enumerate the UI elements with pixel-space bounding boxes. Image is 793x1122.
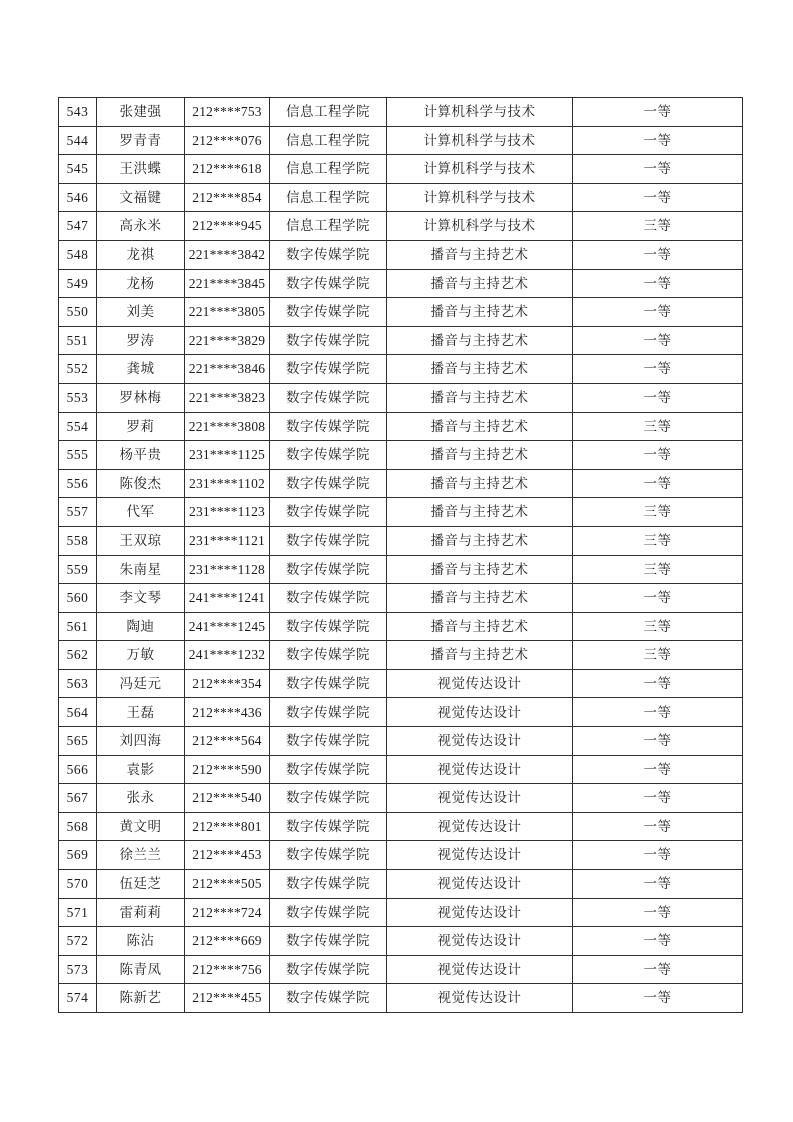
cell-major: 视觉传达设计 xyxy=(387,669,573,698)
cell-college: 数字传媒学院 xyxy=(270,727,387,756)
cell-award: 三等 xyxy=(573,412,743,441)
table-row xyxy=(59,240,743,269)
cell-name: 罗青青 xyxy=(97,126,185,155)
cell-student-id: 221****3829 xyxy=(185,326,270,355)
cell-major: 播音与主持艺术 xyxy=(387,326,573,355)
cell-award: 三等 xyxy=(573,498,743,527)
cell-no: 568 xyxy=(59,812,97,841)
cell-major: 计算机科学与技术 xyxy=(387,212,573,241)
cell-name: 罗莉 xyxy=(97,412,185,441)
cell-college: 数字传媒学院 xyxy=(270,698,387,727)
cell-name: 王洪蝶 xyxy=(97,155,185,184)
table-row xyxy=(59,727,743,756)
cell-student-id: 212****618 xyxy=(185,155,270,184)
table-row xyxy=(59,898,743,927)
cell-student-id: 212****724 xyxy=(185,898,270,927)
cell-college: 数字传媒学院 xyxy=(270,755,387,784)
cell-college: 数字传媒学院 xyxy=(270,298,387,327)
cell-award: 三等 xyxy=(573,641,743,670)
cell-name: 徐兰兰 xyxy=(97,841,185,870)
table-row xyxy=(59,955,743,984)
cell-no: 572 xyxy=(59,927,97,956)
cell-award: 三等 xyxy=(573,212,743,241)
cell-major: 播音与主持艺术 xyxy=(387,526,573,555)
cell-award: 一等 xyxy=(573,927,743,956)
cell-major: 视觉传达设计 xyxy=(387,927,573,956)
cell-college: 数字传媒学院 xyxy=(270,898,387,927)
cell-award: 三等 xyxy=(573,612,743,641)
cell-award: 一等 xyxy=(573,755,743,784)
cell-name: 伍廷芝 xyxy=(97,870,185,899)
cell-college: 数字传媒学院 xyxy=(270,812,387,841)
cell-no: 571 xyxy=(59,898,97,927)
cell-college: 数字传媒学院 xyxy=(270,784,387,813)
cell-student-id: 212****453 xyxy=(185,841,270,870)
cell-name: 刘四海 xyxy=(97,727,185,756)
cell-no: 552 xyxy=(59,355,97,384)
cell-award: 一等 xyxy=(573,955,743,984)
cell-award: 一等 xyxy=(573,584,743,613)
cell-no: 566 xyxy=(59,755,97,784)
table-row xyxy=(59,412,743,441)
cell-award: 一等 xyxy=(573,240,743,269)
cell-student-id: 212****564 xyxy=(185,727,270,756)
cell-award: 一等 xyxy=(573,784,743,813)
cell-no: 547 xyxy=(59,212,97,241)
cell-college: 数字传媒学院 xyxy=(270,240,387,269)
cell-major: 视觉传达设计 xyxy=(387,841,573,870)
table-row xyxy=(59,526,743,555)
cell-major: 视觉传达设计 xyxy=(387,698,573,727)
cell-student-id: 212****505 xyxy=(185,870,270,899)
table-row xyxy=(59,584,743,613)
table-row xyxy=(59,98,743,127)
cell-no: 558 xyxy=(59,526,97,555)
cell-major: 视觉传达设计 xyxy=(387,812,573,841)
cell-award: 一等 xyxy=(573,269,743,298)
table-row xyxy=(59,669,743,698)
cell-major: 播音与主持艺术 xyxy=(387,298,573,327)
cell-student-id: 221****3845 xyxy=(185,269,270,298)
table-row xyxy=(59,984,743,1013)
table-row xyxy=(59,755,743,784)
cell-college: 数字传媒学院 xyxy=(270,526,387,555)
cell-major: 计算机科学与技术 xyxy=(387,98,573,127)
cell-name: 冯廷元 xyxy=(97,669,185,698)
cell-major: 播音与主持艺术 xyxy=(387,612,573,641)
table-row xyxy=(59,469,743,498)
cell-college: 信息工程学院 xyxy=(270,212,387,241)
awards-table-body xyxy=(59,98,743,1013)
cell-student-id: 231****1121 xyxy=(185,526,270,555)
cell-major: 视觉传达设计 xyxy=(387,955,573,984)
cell-no: 573 xyxy=(59,955,97,984)
cell-name: 张永 xyxy=(97,784,185,813)
cell-college: 数字传媒学院 xyxy=(270,669,387,698)
table-row xyxy=(59,326,743,355)
cell-major: 播音与主持艺术 xyxy=(387,240,573,269)
cell-award: 一等 xyxy=(573,812,743,841)
cell-student-id: 231****1128 xyxy=(185,555,270,584)
cell-no: 551 xyxy=(59,326,97,355)
cell-student-id: 231****1102 xyxy=(185,469,270,498)
table-row xyxy=(59,870,743,899)
cell-award: 一等 xyxy=(573,698,743,727)
table-row xyxy=(59,641,743,670)
table-row xyxy=(59,841,743,870)
table-row xyxy=(59,355,743,384)
cell-name: 黄文明 xyxy=(97,812,185,841)
cell-student-id: 212****436 xyxy=(185,698,270,727)
table-row xyxy=(59,812,743,841)
cell-student-id: 212****540 xyxy=(185,784,270,813)
cell-student-id: 212****354 xyxy=(185,669,270,698)
cell-major: 视觉传达设计 xyxy=(387,727,573,756)
cell-student-id: 221****3842 xyxy=(185,240,270,269)
cell-no: 574 xyxy=(59,984,97,1013)
cell-college: 数字传媒学院 xyxy=(270,469,387,498)
table-row xyxy=(59,441,743,470)
cell-major: 视觉传达设计 xyxy=(387,898,573,927)
cell-award: 一等 xyxy=(573,126,743,155)
cell-major: 视觉传达设计 xyxy=(387,784,573,813)
cell-major: 播音与主持艺术 xyxy=(387,383,573,412)
table-row xyxy=(59,498,743,527)
cell-student-id: 221****3823 xyxy=(185,383,270,412)
cell-student-id: 241****1232 xyxy=(185,641,270,670)
cell-name: 文福键 xyxy=(97,183,185,212)
cell-student-id: 221****3808 xyxy=(185,412,270,441)
cell-student-id: 241****1241 xyxy=(185,584,270,613)
cell-name: 龙杨 xyxy=(97,269,185,298)
cell-no: 565 xyxy=(59,727,97,756)
cell-name: 刘美 xyxy=(97,298,185,327)
cell-no: 567 xyxy=(59,784,97,813)
cell-name: 王磊 xyxy=(97,698,185,727)
cell-name: 龚城 xyxy=(97,355,185,384)
cell-college: 数字传媒学院 xyxy=(270,841,387,870)
cell-major: 播音与主持艺术 xyxy=(387,469,573,498)
table-row xyxy=(59,698,743,727)
cell-name: 高永米 xyxy=(97,212,185,241)
cell-student-id: 212****669 xyxy=(185,927,270,956)
cell-major: 播音与主持艺术 xyxy=(387,641,573,670)
cell-college: 数字传媒学院 xyxy=(270,927,387,956)
cell-name: 袁影 xyxy=(97,755,185,784)
cell-college: 数字传媒学院 xyxy=(270,412,387,441)
cell-no: 570 xyxy=(59,870,97,899)
cell-name: 陈俊杰 xyxy=(97,469,185,498)
table-row xyxy=(59,927,743,956)
cell-name: 代军 xyxy=(97,498,185,527)
cell-no: 569 xyxy=(59,841,97,870)
cell-college: 数字传媒学院 xyxy=(270,870,387,899)
table-row xyxy=(59,269,743,298)
cell-name: 万敏 xyxy=(97,641,185,670)
table-row xyxy=(59,784,743,813)
cell-college: 信息工程学院 xyxy=(270,155,387,184)
cell-name: 陶迪 xyxy=(97,612,185,641)
cell-no: 555 xyxy=(59,441,97,470)
cell-no: 557 xyxy=(59,498,97,527)
cell-award: 一等 xyxy=(573,355,743,384)
cell-name: 雷莉莉 xyxy=(97,898,185,927)
cell-major: 视觉传达设计 xyxy=(387,755,573,784)
cell-name: 龙祺 xyxy=(97,240,185,269)
cell-name: 王双琼 xyxy=(97,526,185,555)
table-row xyxy=(59,155,743,184)
cell-no: 554 xyxy=(59,412,97,441)
cell-college: 数字传媒学院 xyxy=(270,498,387,527)
cell-student-id: 212****753 xyxy=(185,98,270,127)
cell-student-id: 212****455 xyxy=(185,984,270,1013)
cell-student-id: 221****3805 xyxy=(185,298,270,327)
cell-name: 李文琴 xyxy=(97,584,185,613)
cell-award: 一等 xyxy=(573,183,743,212)
cell-major: 计算机科学与技术 xyxy=(387,126,573,155)
cell-major: 播音与主持艺术 xyxy=(387,555,573,584)
cell-major: 播音与主持艺术 xyxy=(387,584,573,613)
cell-college: 信息工程学院 xyxy=(270,183,387,212)
cell-award: 一等 xyxy=(573,469,743,498)
cell-name: 杨平贵 xyxy=(97,441,185,470)
cell-no: 550 xyxy=(59,298,97,327)
cell-no: 545 xyxy=(59,155,97,184)
cell-college: 数字传媒学院 xyxy=(270,441,387,470)
cell-award: 三等 xyxy=(573,555,743,584)
cell-student-id: 241****1245 xyxy=(185,612,270,641)
awards-table xyxy=(58,97,743,1013)
cell-award: 一等 xyxy=(573,727,743,756)
cell-no: 561 xyxy=(59,612,97,641)
cell-award: 一等 xyxy=(573,841,743,870)
cell-no: 562 xyxy=(59,641,97,670)
cell-major: 播音与主持艺术 xyxy=(387,498,573,527)
table-row xyxy=(59,212,743,241)
cell-award: 一等 xyxy=(573,870,743,899)
table-row xyxy=(59,183,743,212)
cell-college: 信息工程学院 xyxy=(270,126,387,155)
cell-award: 一等 xyxy=(573,898,743,927)
cell-college: 数字传媒学院 xyxy=(270,355,387,384)
cell-no: 543 xyxy=(59,98,97,127)
cell-college: 数字传媒学院 xyxy=(270,641,387,670)
cell-student-id: 231****1125 xyxy=(185,441,270,470)
cell-award: 一等 xyxy=(573,98,743,127)
cell-name: 张建强 xyxy=(97,98,185,127)
cell-no: 560 xyxy=(59,584,97,613)
cell-no: 563 xyxy=(59,669,97,698)
cell-name: 陈青凤 xyxy=(97,955,185,984)
cell-award: 一等 xyxy=(573,383,743,412)
cell-award: 一等 xyxy=(573,669,743,698)
cell-no: 564 xyxy=(59,698,97,727)
cell-student-id: 212****945 xyxy=(185,212,270,241)
cell-student-id: 212****756 xyxy=(185,955,270,984)
cell-student-id: 212****854 xyxy=(185,183,270,212)
cell-award: 一等 xyxy=(573,155,743,184)
cell-award: 一等 xyxy=(573,298,743,327)
cell-award: 一等 xyxy=(573,984,743,1013)
table-row xyxy=(59,298,743,327)
cell-name: 陈沾 xyxy=(97,927,185,956)
cell-college: 数字传媒学院 xyxy=(270,612,387,641)
cell-college: 数字传媒学院 xyxy=(270,584,387,613)
cell-no: 559 xyxy=(59,555,97,584)
cell-no: 546 xyxy=(59,183,97,212)
cell-major: 视觉传达设计 xyxy=(387,984,573,1013)
cell-award: 三等 xyxy=(573,526,743,555)
cell-name: 罗涛 xyxy=(97,326,185,355)
cell-college: 数字传媒学院 xyxy=(270,984,387,1013)
cell-no: 544 xyxy=(59,126,97,155)
cell-major: 播音与主持艺术 xyxy=(387,355,573,384)
cell-no: 548 xyxy=(59,240,97,269)
table-row xyxy=(59,383,743,412)
cell-student-id: 231****1123 xyxy=(185,498,270,527)
cell-student-id: 212****801 xyxy=(185,812,270,841)
cell-major: 计算机科学与技术 xyxy=(387,183,573,212)
cell-college: 数字传媒学院 xyxy=(270,383,387,412)
cell-no: 549 xyxy=(59,269,97,298)
cell-major: 播音与主持艺术 xyxy=(387,441,573,470)
cell-major: 计算机科学与技术 xyxy=(387,155,573,184)
cell-name: 陈新艺 xyxy=(97,984,185,1013)
cell-college: 数字传媒学院 xyxy=(270,555,387,584)
cell-college: 数字传媒学院 xyxy=(270,326,387,355)
cell-college: 信息工程学院 xyxy=(270,98,387,127)
cell-no: 556 xyxy=(59,469,97,498)
cell-major: 播音与主持艺术 xyxy=(387,269,573,298)
cell-major: 视觉传达设计 xyxy=(387,870,573,899)
cell-no: 553 xyxy=(59,383,97,412)
table-row xyxy=(59,126,743,155)
cell-student-id: 221****3846 xyxy=(185,355,270,384)
cell-name: 罗林梅 xyxy=(97,383,185,412)
cell-student-id: 212****590 xyxy=(185,755,270,784)
cell-college: 数字传媒学院 xyxy=(270,955,387,984)
cell-college: 数字传媒学院 xyxy=(270,269,387,298)
cell-name: 朱南星 xyxy=(97,555,185,584)
cell-major: 播音与主持艺术 xyxy=(387,412,573,441)
table-row xyxy=(59,612,743,641)
cell-award: 一等 xyxy=(573,441,743,470)
cell-student-id: 212****076 xyxy=(185,126,270,155)
cell-award: 一等 xyxy=(573,326,743,355)
table-row xyxy=(59,555,743,584)
